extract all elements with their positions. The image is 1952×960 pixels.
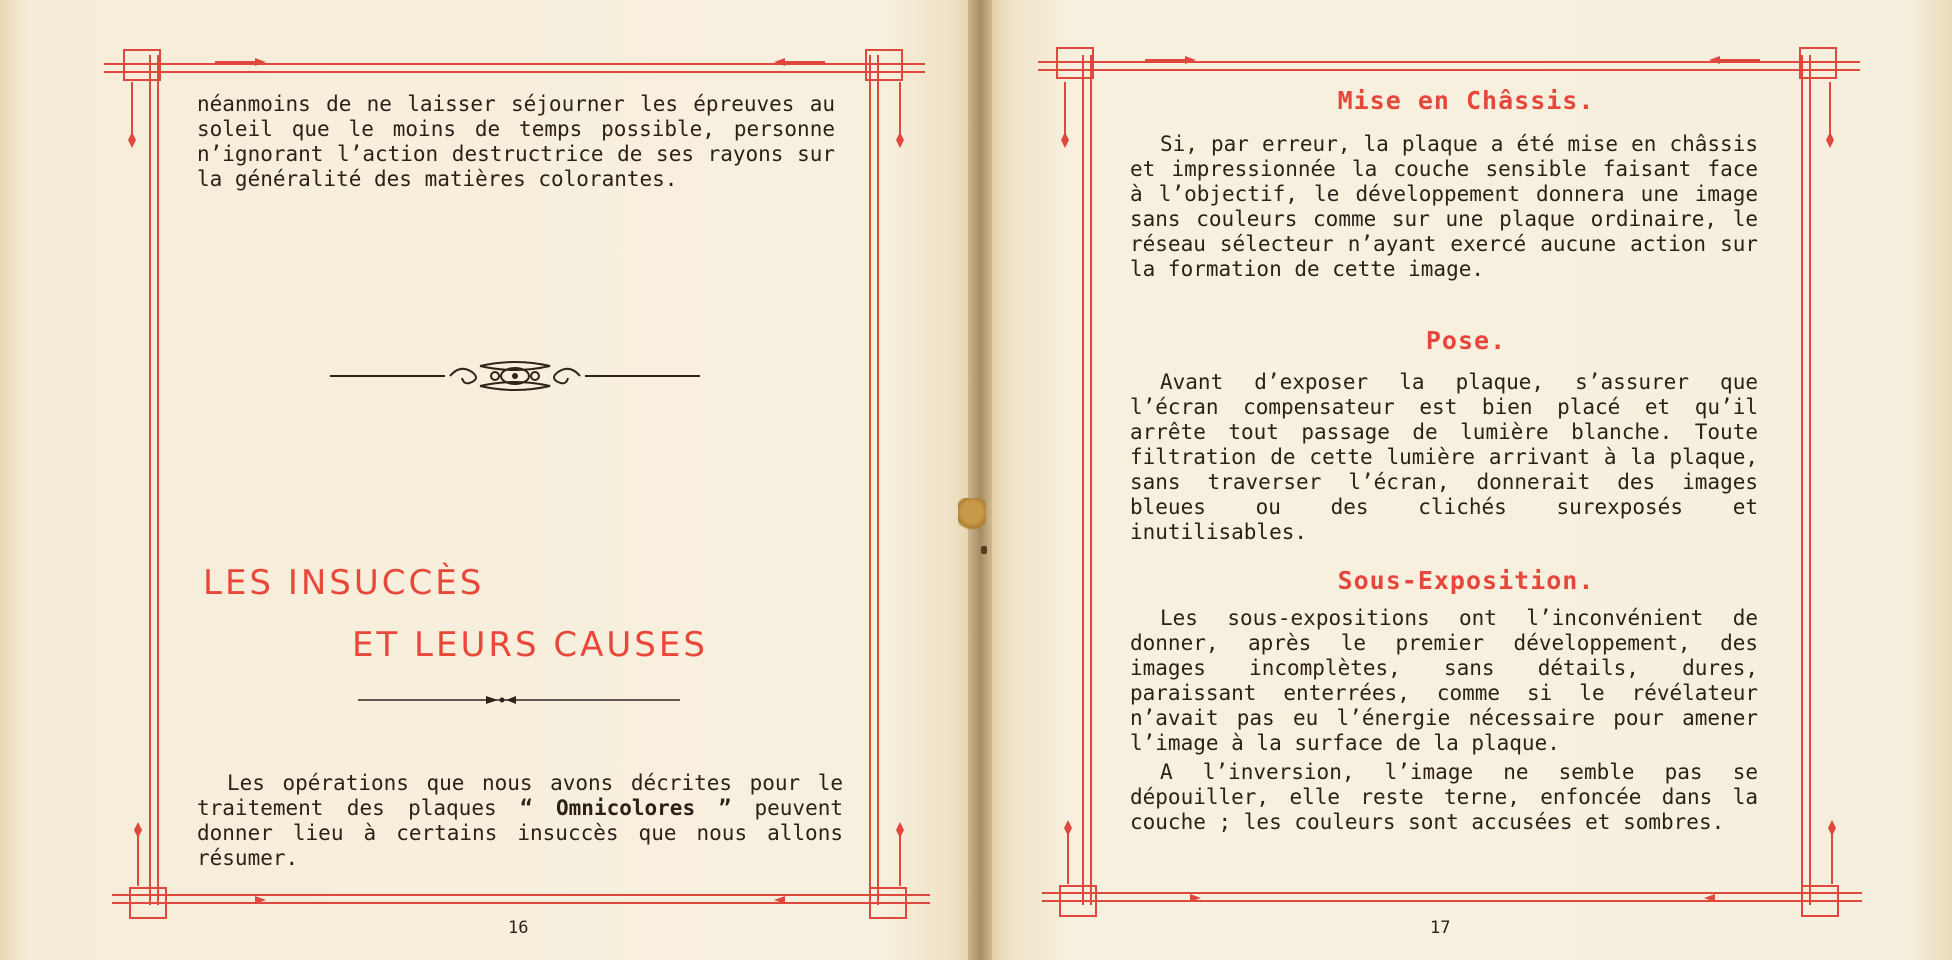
intro-paragraph	[197, 771, 843, 871]
intro-text-start: Les opérations que nous avons décrites pour le traitement des plaques	[197, 771, 843, 820]
section-mise-en-chassis-block	[1130, 132, 1758, 282]
section-sous-exposition-text-1: Les sous-expositions ont l’inconvénient de donner, après le premier développement, des images incomplètes, sans détails, dures, paraissant enterrées, comme si le révélateur n’avait pas eu l’énergie nécessaire pour amener l’image à la surface de la plaque.	[1130, 606, 1758, 755]
binding-stitch-hole	[981, 546, 987, 554]
continued-paragraph: néanmoins de ne laisser séjourner les épreuves au soleil que le moins de temps possible, personne n’ignorant l’action destructrice de ses rayons sur la généralité des matières colorantes.	[197, 92, 835, 191]
continued-paragraph-block	[197, 92, 835, 192]
omnicolores-bold: “ Omnicolores ”	[520, 796, 732, 820]
small-rule-ornament-icon	[358, 693, 680, 707]
section-mise-en-chassis-text: Si, par erreur, la plaque a été mise en châssis et impressionnée la couche sensible faisant face à l’objectif, le développement donnera une image sans couleurs comme sur une plaque ordinaire, le réseau sélecteur n’ayant exercé aucune action sur la formation de cette image.	[1130, 132, 1758, 281]
section-sous-exposition-block	[1130, 606, 1758, 835]
section-heading-sous-exposition: Sous-Exposition.	[1337, 566, 1595, 595]
decorative-scroll-ornament-icon	[330, 358, 700, 394]
section-sous-exposition-text-2: A l’inversion, l’image ne semble pas se dépouiller, elle reste terne, enfoncée dans la couche ; les couleurs sont accusées et sombres.	[1130, 760, 1758, 834]
chapter-title-line1: LES INSUCCÈS	[203, 563, 485, 603]
page-number-right: 17	[1430, 918, 1451, 938]
section-pose-text: Avant d’exposer la plaque, s’assurer que l’écran compensateur est bien placé et qu’il arrête tout passage de lumière blanche. Toute filtration de cette lumière arrivant à la plaque, sans traverser l’écran, donnerait des images bleues ou des clichés surexposés et inutilisables.	[1130, 370, 1758, 544]
intro-paragraph-block	[197, 771, 843, 871]
right-page	[980, 0, 1952, 960]
section-heading-mise-en-chassis: Mise en Châssis.	[1337, 86, 1595, 115]
page-number-left: 16	[508, 918, 529, 938]
section-heading-pose: Pose.	[1425, 326, 1507, 355]
intro-text-end: peuvent donner lieu à certains insuccès que nous allons résumer.	[197, 796, 844, 870]
section-pose-block	[1130, 370, 1758, 545]
book-gutter	[968, 0, 992, 960]
binding-stitch	[958, 498, 986, 534]
chapter-title-line2: ET LEURS CAUSES	[352, 625, 708, 665]
